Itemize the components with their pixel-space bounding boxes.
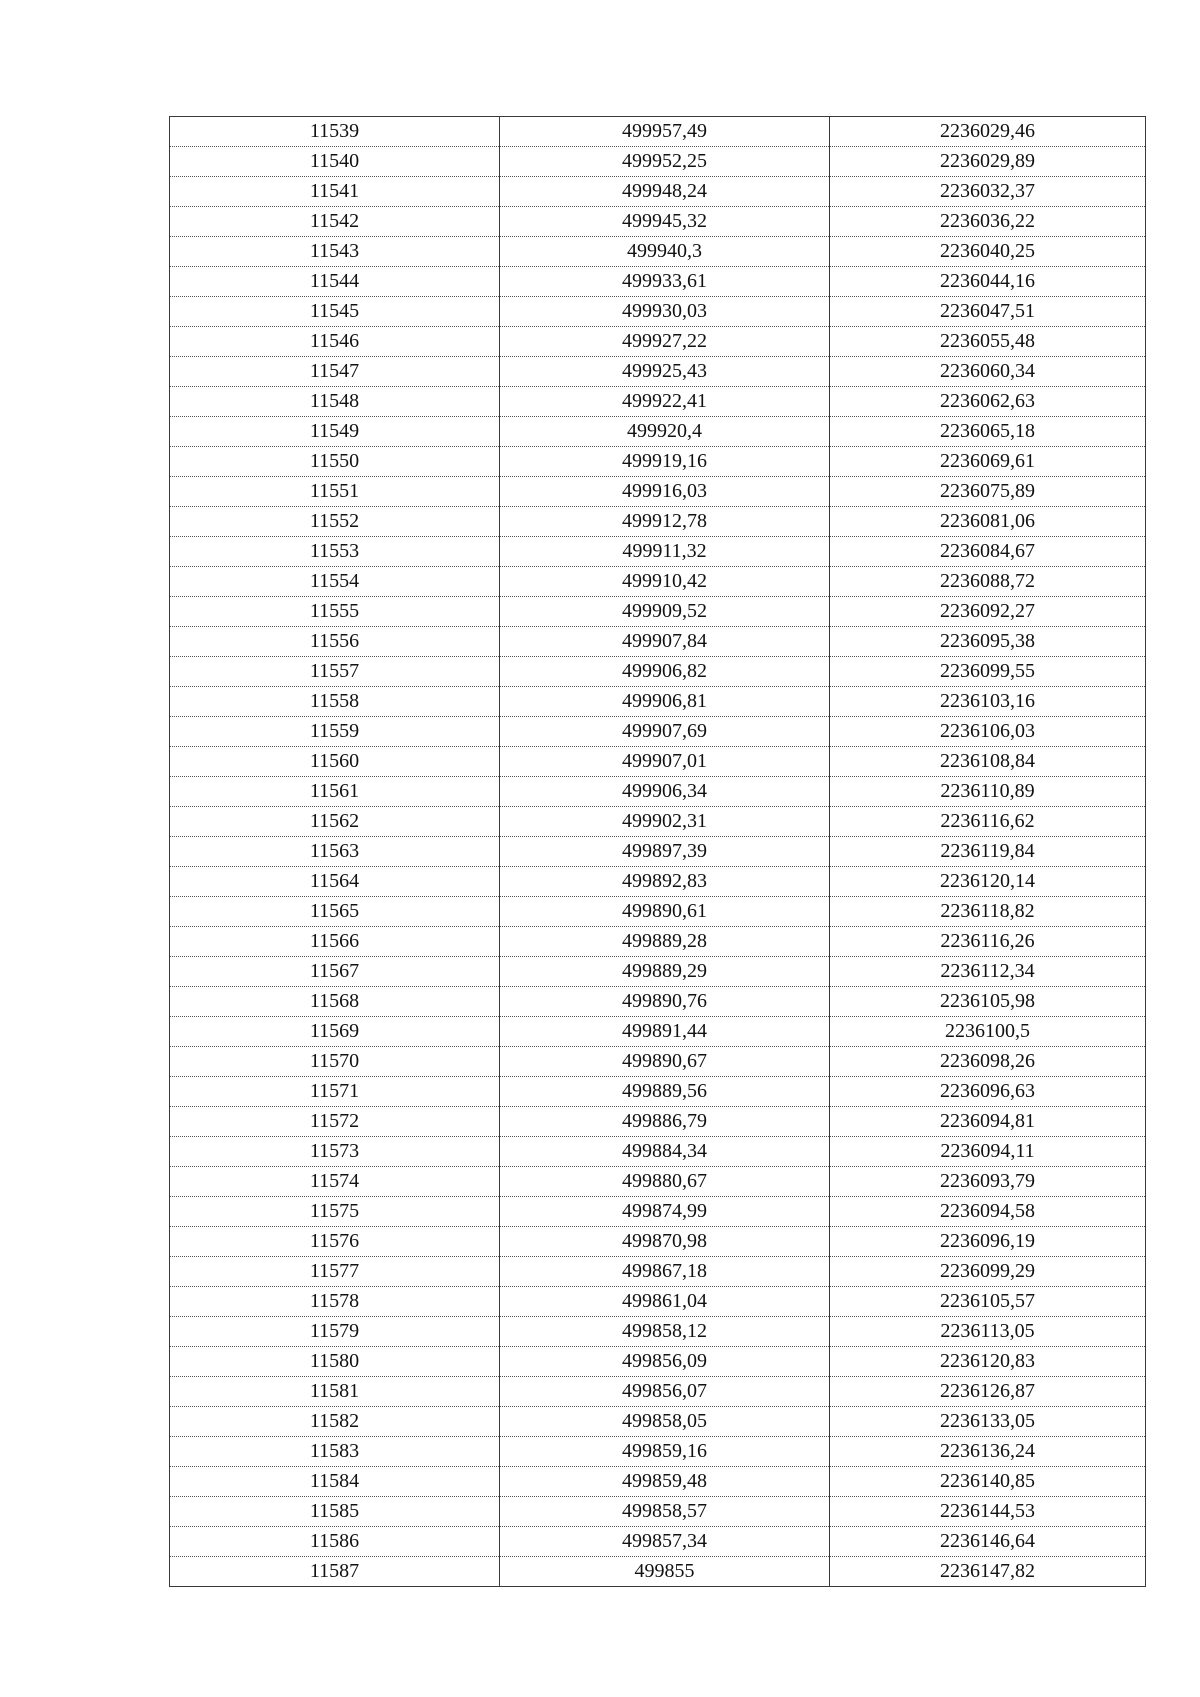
y-coordinate-cell: 2236029,46 xyxy=(830,117,1146,147)
table-row xyxy=(170,807,1146,837)
point-number-cell: 11562 xyxy=(170,807,500,837)
point-number-cell: 11576 xyxy=(170,1227,500,1257)
point-number-cell: 11565 xyxy=(170,897,500,927)
table-row xyxy=(170,207,1146,237)
point-number-cell: 11550 xyxy=(170,447,500,477)
point-number-cell: 11547 xyxy=(170,357,500,387)
table-row xyxy=(170,1257,1146,1287)
point-number-cell: 11543 xyxy=(170,237,500,267)
y-coordinate-cell: 2236065,18 xyxy=(830,417,1146,447)
point-number-cell: 11553 xyxy=(170,537,500,567)
table-row xyxy=(170,447,1146,477)
table-row xyxy=(170,327,1146,357)
x-coordinate-cell: 499858,57 xyxy=(500,1497,830,1527)
point-number-cell: 11541 xyxy=(170,177,500,207)
y-coordinate-cell: 2236060,34 xyxy=(830,357,1146,387)
x-coordinate-cell: 499906,82 xyxy=(500,657,830,687)
y-coordinate-cell: 2236100,5 xyxy=(830,1017,1146,1047)
table-row xyxy=(170,897,1146,927)
x-coordinate-cell: 499890,76 xyxy=(500,987,830,1017)
point-number-cell: 11552 xyxy=(170,507,500,537)
x-coordinate-cell: 499889,28 xyxy=(500,927,830,957)
table-row xyxy=(170,357,1146,387)
x-coordinate-cell: 499922,41 xyxy=(500,387,830,417)
y-coordinate-cell: 2236055,48 xyxy=(830,327,1146,357)
x-coordinate-cell: 499952,25 xyxy=(500,147,830,177)
table-row xyxy=(170,1527,1146,1557)
y-coordinate-cell: 2236088,72 xyxy=(830,567,1146,597)
point-number-cell: 11544 xyxy=(170,267,500,297)
x-coordinate-cell: 499910,42 xyxy=(500,567,830,597)
point-number-cell: 11548 xyxy=(170,387,500,417)
x-coordinate-cell: 499933,61 xyxy=(500,267,830,297)
point-number-cell: 11556 xyxy=(170,627,500,657)
table-row xyxy=(170,777,1146,807)
table-row xyxy=(170,1437,1146,1467)
x-coordinate-cell: 499948,24 xyxy=(500,177,830,207)
point-number-cell: 11540 xyxy=(170,147,500,177)
point-number-cell: 11539 xyxy=(170,117,500,147)
point-number-cell: 11578 xyxy=(170,1287,500,1317)
x-coordinate-cell: 499957,49 xyxy=(500,117,830,147)
point-number-cell: 11564 xyxy=(170,867,500,897)
point-number-cell: 11568 xyxy=(170,987,500,1017)
table-row xyxy=(170,1557,1146,1587)
table-row xyxy=(170,267,1146,297)
y-coordinate-cell: 2236144,53 xyxy=(830,1497,1146,1527)
x-coordinate-cell: 499892,83 xyxy=(500,867,830,897)
y-coordinate-cell: 2236116,26 xyxy=(830,927,1146,957)
y-coordinate-cell: 2236106,03 xyxy=(830,717,1146,747)
x-coordinate-cell: 499925,43 xyxy=(500,357,830,387)
y-coordinate-cell: 2236147,82 xyxy=(830,1557,1146,1587)
x-coordinate-cell: 499911,32 xyxy=(500,537,830,567)
table-row xyxy=(170,417,1146,447)
point-number-cell: 11581 xyxy=(170,1377,500,1407)
point-number-cell: 11574 xyxy=(170,1167,500,1197)
table-row xyxy=(170,1227,1146,1257)
x-coordinate-cell: 499884,34 xyxy=(500,1137,830,1167)
x-coordinate-cell: 499874,99 xyxy=(500,1197,830,1227)
x-coordinate-cell: 499889,56 xyxy=(500,1077,830,1107)
x-coordinate-cell: 499891,44 xyxy=(500,1017,830,1047)
table-row xyxy=(170,1317,1146,1347)
y-coordinate-cell: 2236029,89 xyxy=(830,147,1146,177)
table-row xyxy=(170,597,1146,627)
x-coordinate-cell: 499890,61 xyxy=(500,897,830,927)
point-number-cell: 11579 xyxy=(170,1317,500,1347)
point-number-cell: 11570 xyxy=(170,1047,500,1077)
point-number-cell: 11560 xyxy=(170,747,500,777)
x-coordinate-cell: 499906,81 xyxy=(500,687,830,717)
point-number-cell: 11557 xyxy=(170,657,500,687)
table-row xyxy=(170,1407,1146,1437)
table-row xyxy=(170,1017,1146,1047)
table-row xyxy=(170,1347,1146,1377)
point-number-cell: 11542 xyxy=(170,207,500,237)
y-coordinate-cell: 2236096,63 xyxy=(830,1077,1146,1107)
x-coordinate-cell: 499920,4 xyxy=(500,417,830,447)
y-coordinate-cell: 2236069,61 xyxy=(830,447,1146,477)
y-coordinate-cell: 2236032,37 xyxy=(830,177,1146,207)
x-coordinate-cell: 499907,69 xyxy=(500,717,830,747)
x-coordinate-cell: 499858,05 xyxy=(500,1407,830,1437)
table-row xyxy=(170,567,1146,597)
y-coordinate-cell: 2236093,79 xyxy=(830,1167,1146,1197)
y-coordinate-cell: 2236116,62 xyxy=(830,807,1146,837)
x-coordinate-cell: 499859,48 xyxy=(500,1467,830,1497)
y-coordinate-cell: 2236094,11 xyxy=(830,1137,1146,1167)
x-coordinate-cell: 499856,09 xyxy=(500,1347,830,1377)
table-row xyxy=(170,927,1146,957)
y-coordinate-cell: 2236094,58 xyxy=(830,1197,1146,1227)
point-number-cell: 11545 xyxy=(170,297,500,327)
y-coordinate-cell: 2236040,25 xyxy=(830,237,1146,267)
table-row xyxy=(170,687,1146,717)
y-coordinate-cell: 2236118,82 xyxy=(830,897,1146,927)
table-row xyxy=(170,1197,1146,1227)
table-row xyxy=(170,1137,1146,1167)
point-number-cell: 11566 xyxy=(170,927,500,957)
table-row xyxy=(170,1377,1146,1407)
x-coordinate-cell: 499889,29 xyxy=(500,957,830,987)
x-coordinate-cell: 499857,34 xyxy=(500,1527,830,1557)
y-coordinate-cell: 2236133,05 xyxy=(830,1407,1146,1437)
point-number-cell: 11563 xyxy=(170,837,500,867)
coordinates-table xyxy=(169,116,1146,1587)
y-coordinate-cell: 2236120,14 xyxy=(830,867,1146,897)
table-row xyxy=(170,297,1146,327)
table-row xyxy=(170,627,1146,657)
y-coordinate-cell: 2236136,24 xyxy=(830,1437,1146,1467)
y-coordinate-cell: 2236095,38 xyxy=(830,627,1146,657)
y-coordinate-cell: 2236119,84 xyxy=(830,837,1146,867)
x-coordinate-cell: 499907,84 xyxy=(500,627,830,657)
y-coordinate-cell: 2236113,05 xyxy=(830,1317,1146,1347)
x-coordinate-cell: 499858,12 xyxy=(500,1317,830,1347)
point-number-cell: 11554 xyxy=(170,567,500,597)
y-coordinate-cell: 2236105,57 xyxy=(830,1287,1146,1317)
x-coordinate-cell: 499907,01 xyxy=(500,747,830,777)
point-number-cell: 11577 xyxy=(170,1257,500,1287)
point-number-cell: 11573 xyxy=(170,1137,500,1167)
y-coordinate-cell: 2236062,63 xyxy=(830,387,1146,417)
table-row xyxy=(170,957,1146,987)
table-row xyxy=(170,867,1146,897)
table-row xyxy=(170,717,1146,747)
y-coordinate-cell: 2236103,16 xyxy=(830,687,1146,717)
x-coordinate-cell: 499902,31 xyxy=(500,807,830,837)
y-coordinate-cell: 2236044,16 xyxy=(830,267,1146,297)
table-row xyxy=(170,237,1146,267)
table-row xyxy=(170,1497,1146,1527)
x-coordinate-cell: 499912,78 xyxy=(500,507,830,537)
x-coordinate-cell: 499880,67 xyxy=(500,1167,830,1197)
y-coordinate-cell: 2236112,34 xyxy=(830,957,1146,987)
y-coordinate-cell: 2236108,84 xyxy=(830,747,1146,777)
x-coordinate-cell: 499886,79 xyxy=(500,1107,830,1137)
point-number-cell: 11551 xyxy=(170,477,500,507)
table-row xyxy=(170,1167,1146,1197)
table-row xyxy=(170,387,1146,417)
y-coordinate-cell: 2236094,81 xyxy=(830,1107,1146,1137)
point-number-cell: 11567 xyxy=(170,957,500,987)
x-coordinate-cell: 499861,04 xyxy=(500,1287,830,1317)
y-coordinate-cell: 2236084,67 xyxy=(830,537,1146,567)
point-number-cell: 11580 xyxy=(170,1347,500,1377)
y-coordinate-cell: 2236098,26 xyxy=(830,1047,1146,1077)
y-coordinate-cell: 2236099,29 xyxy=(830,1257,1146,1287)
x-coordinate-cell: 499927,22 xyxy=(500,327,830,357)
table-row xyxy=(170,1467,1146,1497)
y-coordinate-cell: 2236096,19 xyxy=(830,1227,1146,1257)
table-row xyxy=(170,507,1146,537)
table-row xyxy=(170,177,1146,207)
point-number-cell: 11584 xyxy=(170,1467,500,1497)
coordinates-table-body xyxy=(170,117,1146,1587)
table-row xyxy=(170,1047,1146,1077)
point-number-cell: 11586 xyxy=(170,1527,500,1557)
x-coordinate-cell: 499919,16 xyxy=(500,447,830,477)
y-coordinate-cell: 2236140,85 xyxy=(830,1467,1146,1497)
y-coordinate-cell: 2236036,22 xyxy=(830,207,1146,237)
point-number-cell: 11559 xyxy=(170,717,500,747)
point-number-cell: 11549 xyxy=(170,417,500,447)
table-row xyxy=(170,1287,1146,1317)
table-row xyxy=(170,147,1146,177)
x-coordinate-cell: 499906,34 xyxy=(500,777,830,807)
point-number-cell: 11587 xyxy=(170,1557,500,1587)
x-coordinate-cell: 499867,18 xyxy=(500,1257,830,1287)
x-coordinate-cell: 499859,16 xyxy=(500,1437,830,1467)
point-number-cell: 11585 xyxy=(170,1497,500,1527)
x-coordinate-cell: 499909,52 xyxy=(500,597,830,627)
y-coordinate-cell: 2236081,06 xyxy=(830,507,1146,537)
point-number-cell: 11558 xyxy=(170,687,500,717)
y-coordinate-cell: 2236047,51 xyxy=(830,297,1146,327)
table-row xyxy=(170,537,1146,567)
point-number-cell: 11555 xyxy=(170,597,500,627)
x-coordinate-cell: 499945,32 xyxy=(500,207,830,237)
y-coordinate-cell: 2236110,89 xyxy=(830,777,1146,807)
x-coordinate-cell: 499870,98 xyxy=(500,1227,830,1257)
x-coordinate-cell: 499897,39 xyxy=(500,837,830,867)
point-number-cell: 11569 xyxy=(170,1017,500,1047)
x-coordinate-cell: 499930,03 xyxy=(500,297,830,327)
x-coordinate-cell: 499940,3 xyxy=(500,237,830,267)
point-number-cell: 11583 xyxy=(170,1437,500,1467)
table-row xyxy=(170,1077,1146,1107)
y-coordinate-cell: 2236146,64 xyxy=(830,1527,1146,1557)
y-coordinate-cell: 2236105,98 xyxy=(830,987,1146,1017)
x-coordinate-cell: 499916,03 xyxy=(500,477,830,507)
table-row xyxy=(170,1107,1146,1137)
point-number-cell: 11546 xyxy=(170,327,500,357)
y-coordinate-cell: 2236075,89 xyxy=(830,477,1146,507)
table-row xyxy=(170,117,1146,147)
table-row xyxy=(170,657,1146,687)
y-coordinate-cell: 2236099,55 xyxy=(830,657,1146,687)
point-number-cell: 11571 xyxy=(170,1077,500,1107)
y-coordinate-cell: 2236126,87 xyxy=(830,1377,1146,1407)
table-row xyxy=(170,747,1146,777)
table-row xyxy=(170,987,1146,1017)
table-row xyxy=(170,837,1146,867)
point-number-cell: 11575 xyxy=(170,1197,500,1227)
y-coordinate-cell: 2236092,27 xyxy=(830,597,1146,627)
y-coordinate-cell: 2236120,83 xyxy=(830,1347,1146,1377)
table-row xyxy=(170,477,1146,507)
point-number-cell: 11561 xyxy=(170,777,500,807)
x-coordinate-cell: 499856,07 xyxy=(500,1377,830,1407)
x-coordinate-cell: 499855 xyxy=(500,1557,830,1587)
x-coordinate-cell: 499890,67 xyxy=(500,1047,830,1077)
point-number-cell: 11572 xyxy=(170,1107,500,1137)
point-number-cell: 11582 xyxy=(170,1407,500,1437)
